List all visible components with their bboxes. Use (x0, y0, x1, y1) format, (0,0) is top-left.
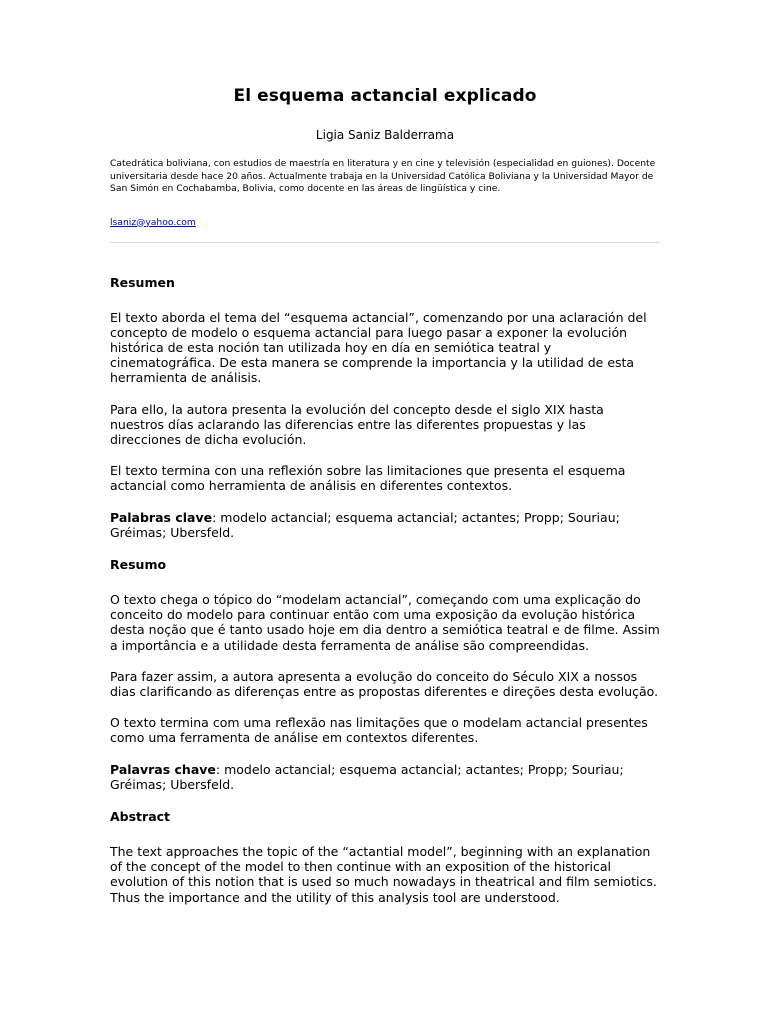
resumo-keywords (110, 762, 660, 792)
abstract-section (110, 809, 660, 905)
keywords-label: Palabras clave (110, 509, 213, 525)
document-title: El esquema actancial explicado (233, 86, 537, 106)
resumo-paragraph: O texto termina com uma reflexão nas limitações que o modelam actancial presentes como uma ferramenta de análise em contextos diferentes. (110, 715, 648, 746)
resumo-section (110, 557, 660, 792)
keywords-list: : modelo actancial; esquema actancial; actantes; Propp; Souriau; Gréimas; Ubersfeld. (110, 509, 620, 540)
abstract-heading: Abstract (110, 808, 171, 824)
resumen-paragraph: Para ello, la autora presenta la evolución del concepto desde el siglo XIX hasta nuestros días aclarando las diferencias entre las diferentes propuestas y las direcciones de dicha evolución. (110, 401, 604, 447)
resumen-section (110, 275, 660, 540)
resumo-paragraph: O texto chega o tópico do “modelam actancial”, começando com uma explicação do conceito do modelo para continuar então com uma exposição da evolução histórica desta noção que é tanto usado hoje em dia dentro a semiótica teatral e de filme. Assim a importância e a utilidade desta ferramenta de análise são compreendidas. (110, 591, 660, 653)
document-content (110, 86, 660, 921)
resumen-heading: Resumen (110, 274, 175, 290)
resumen-paragraph: El texto termina con una reflexión sobre las limitaciones que presenta el esquema actancial como herramienta de análisis en diferentes contextos. (110, 463, 626, 494)
author-name: Ligia Saniz Balderrama (315, 128, 455, 142)
resumo-heading: Resumo (110, 556, 167, 572)
author-email-link[interactable]: lsaniz@yahoo.com (110, 216, 196, 228)
keywords-label: Palavras chave (110, 761, 216, 777)
resumo-paragraph: Para fazer assim, a autora apresenta a evolução do conceito do Século XIX a nossos dias clarificando as diferenças entre as propostas diferentes e direções desta evolução. (110, 668, 659, 699)
abstract-paragraph: The text approaches the topic of the “actantial model”, beginning with an explanation of the concept of the model to then continue with an exposition of the historical evolution of this notion that is used so much nowadays in theatrical and film semiotics. Thus the importance and the utility of this analysis tool are understood. (110, 843, 657, 905)
separator (110, 242, 660, 243)
resumen-keywords (110, 510, 660, 540)
keywords-list: : modelo actancial; esquema actancial; actantes; Propp; Souriau; Gréimas; Ubersfeld. (110, 761, 624, 792)
author-bio: Catedrática boliviana, con estudios de maestría en literatura y en cine y televisión (especialidad en guiones). Docente universitaria desde hace 20 años. Actualmente trabaja en la Universidad Católica Boliviana y la Universidad Mayor de San Simón en Cochabamba, Bolivia, como docente en las áreas de lingüística y cine. (110, 158, 656, 194)
resumen-paragraph: El texto aborda el tema del “esquema actancial”, comenzando por una aclaración del concepto de modelo o esquema actancial para luego pasar a exponer la evolución histórica de esta noción tan utilizada hoy en día en semiótica teatral y cinematográfica. De esta manera se comprende la importancia y la utilidad de esta herramienta de análisis. (110, 309, 647, 386)
